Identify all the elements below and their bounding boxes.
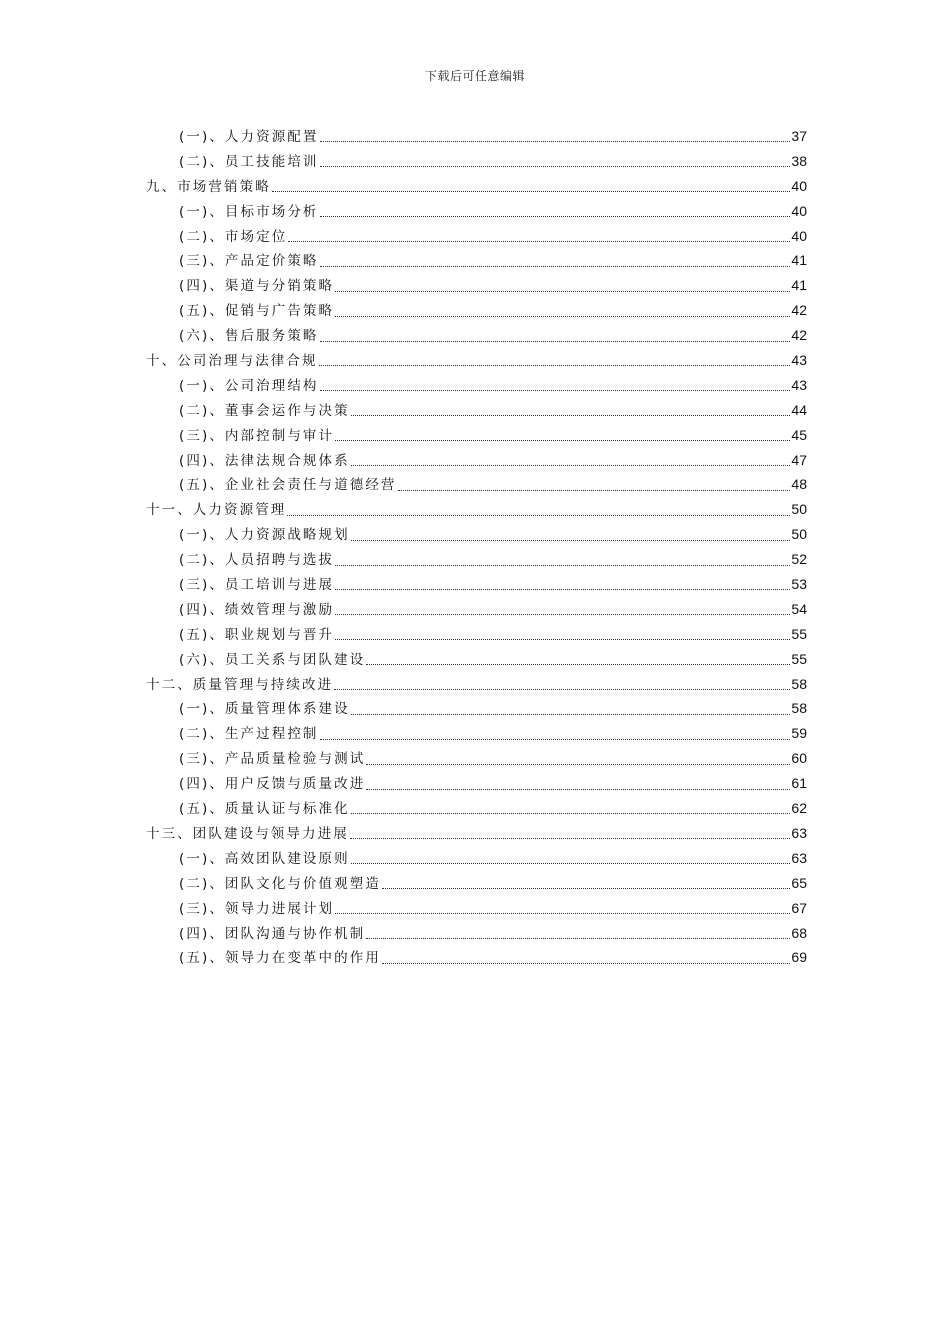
toc-entry-title: (三)、产品质量检验与测试 (179, 751, 366, 768)
toc-section-entry[interactable] (146, 547, 807, 572)
toc-dot-leader (335, 613, 790, 615)
toc-entry-title: (五)、企业社会责任与道德经营 (179, 477, 397, 494)
toc-section-entry[interactable] (146, 696, 807, 721)
toc-page-number: 40 (791, 177, 807, 194)
toc-entry-title: (五)、质量认证与标准化 (179, 801, 350, 818)
toc-entry-title: (二)、生产过程控制 (179, 726, 319, 743)
toc-section-entry[interactable] (146, 896, 807, 921)
toc-chapter-entry[interactable] (146, 174, 807, 199)
toc-dot-leader (335, 588, 790, 590)
toc-page-number: 43 (791, 352, 807, 369)
toc-section-entry[interactable] (146, 472, 807, 497)
toc-dot-leader (320, 265, 791, 267)
toc-dot-leader (288, 240, 790, 242)
toc-page-number: 53 (791, 576, 807, 593)
table-of-contents (146, 124, 807, 970)
toc-entry-title: (一)、高效团队建设原则 (179, 850, 350, 867)
toc-entry-title: (三)、产品定价策略 (179, 253, 319, 270)
toc-page-number: 44 (791, 401, 807, 418)
toc-page-number: 42 (791, 302, 807, 319)
toc-page-number: 60 (791, 750, 807, 767)
toc-section-entry[interactable] (146, 398, 807, 423)
toc-page-number: 41 (791, 277, 807, 294)
toc-section-entry[interactable] (146, 597, 807, 622)
toc-page-number: 58 (791, 675, 807, 692)
toc-dot-leader (320, 140, 791, 142)
toc-page-number: 37 (791, 128, 807, 144)
toc-entry-title: (一)、人力资源配置 (179, 129, 319, 145)
toc-entry-title: (二)、董事会运作与决策 (179, 402, 350, 419)
toc-entry-title: (五)、职业规划与晋升 (179, 626, 335, 643)
toc-entry-title: (二)、员工技能培训 (179, 153, 319, 170)
toc-page-number: 38 (791, 152, 807, 169)
toc-dot-leader (351, 464, 791, 466)
toc-entry-title: (四)、渠道与分销策略 (179, 278, 335, 295)
toc-section-entry[interactable] (146, 771, 807, 796)
toc-section-entry[interactable] (146, 423, 807, 448)
toc-dot-leader (334, 688, 790, 690)
toc-page-number: 40 (791, 202, 807, 219)
toc-dot-leader (351, 713, 791, 715)
toc-entry-title: (四)、法律法规合规体系 (179, 452, 350, 469)
toc-dot-leader (335, 638, 790, 640)
toc-section-entry[interactable] (146, 921, 807, 946)
page-header: 下载后可任意编辑 (424, 69, 525, 83)
toc-page-number: 65 (791, 874, 807, 891)
toc-page-number: 58 (791, 700, 807, 717)
toc-entry-title: (六)、员工关系与团队建设 (179, 651, 366, 668)
toc-dot-leader (320, 738, 791, 740)
toc-dot-leader (320, 165, 791, 167)
toc-dot-leader (366, 937, 790, 939)
toc-section-entry[interactable] (146, 448, 807, 473)
toc-entry-title: (五)、促销与广告策略 (179, 303, 335, 320)
toc-page-number: 47 (791, 451, 807, 468)
toc-entry-title: (六)、售后服务策略 (179, 328, 319, 345)
toc-dot-leader (382, 887, 790, 889)
toc-dot-leader (335, 439, 790, 441)
toc-section-entry[interactable] (146, 721, 807, 746)
toc-chapter-entry[interactable] (146, 672, 807, 697)
toc-page-number: 50 (791, 501, 807, 518)
toc-dot-leader (366, 763, 790, 765)
toc-dot-leader (287, 514, 790, 516)
toc-section-entry[interactable] (146, 647, 807, 672)
toc-page-number: 45 (791, 426, 807, 443)
toc-section-entry[interactable] (146, 622, 807, 647)
toc-section-entry[interactable] (146, 373, 807, 398)
toc-entry-title: 九、市场营销策略 (146, 178, 271, 195)
toc-chapter-entry[interactable] (146, 821, 807, 846)
toc-entry-title: (二)、人员招聘与选拔 (179, 552, 335, 569)
toc-dot-leader (382, 962, 790, 964)
toc-entry-title: (四)、用户反馈与质量改进 (179, 776, 366, 793)
toc-page-number: 63 (791, 849, 807, 866)
toc-entry-title: (五)、领导力在变革中的作用 (179, 950, 381, 967)
toc-entry-title: 十一、人力资源管理 (146, 502, 287, 519)
toc-page-number: 68 (791, 924, 807, 941)
toc-page-number: 52 (791, 551, 807, 568)
toc-page-number: 42 (791, 327, 807, 344)
toc-entry-title: (四)、绩效管理与激励 (179, 601, 335, 618)
toc-page-number: 67 (791, 899, 807, 916)
toc-page-number: 69 (791, 949, 807, 966)
toc-dot-leader (320, 389, 791, 391)
toc-dot-leader (272, 190, 791, 192)
toc-entry-title: 十二、质量管理与持续改进 (146, 676, 334, 693)
toc-chapter-entry[interactable] (146, 348, 807, 373)
toc-page-number: 43 (791, 376, 807, 393)
toc-dot-leader (335, 912, 790, 914)
toc-section-entry[interactable] (146, 199, 807, 224)
toc-page-number: 63 (791, 824, 807, 841)
toc-section-entry[interactable] (146, 323, 807, 348)
toc-dot-leader (335, 564, 790, 566)
toc-section-entry[interactable] (146, 572, 807, 597)
toc-entry-title: (二)、团队文化与价值观塑造 (179, 875, 381, 892)
toc-section-entry[interactable] (146, 796, 807, 821)
toc-dot-leader (320, 215, 791, 217)
toc-section-entry[interactable] (146, 746, 807, 771)
toc-entry-title: 十、公司治理与法律合规 (146, 353, 318, 370)
toc-dot-leader (351, 539, 791, 541)
toc-page-number: 54 (791, 600, 807, 617)
toc-entry-title: 十三、团队建设与领导力进展 (146, 825, 349, 842)
toc-dot-leader (351, 414, 791, 416)
toc-page-number: 48 (791, 476, 807, 493)
toc-entry-title: (二)、市场定位 (179, 228, 288, 245)
toc-entry-title: (三)、领导力进展计划 (179, 900, 335, 917)
toc-dot-leader (320, 340, 791, 342)
toc-entry-title: (一)、目标市场分析 (179, 203, 319, 220)
toc-page-number: 59 (791, 725, 807, 742)
toc-dot-leader (351, 812, 791, 814)
toc-dot-leader (335, 290, 790, 292)
toc-entry-title: (四)、团队沟通与协作机制 (179, 925, 366, 942)
toc-dot-leader (319, 364, 791, 366)
toc-dot-leader (351, 862, 791, 864)
toc-page-number: 61 (791, 775, 807, 792)
toc-page-number: 40 (791, 227, 807, 244)
toc-page-number: 41 (791, 252, 807, 269)
toc-page-number: 55 (791, 650, 807, 667)
toc-section-entry[interactable] (146, 522, 807, 547)
toc-section-entry[interactable] (146, 124, 807, 149)
toc-page-number: 50 (791, 526, 807, 543)
toc-entry-title: (一)、人力资源战略规划 (179, 527, 350, 544)
toc-dot-leader (335, 315, 790, 317)
toc-section-entry[interactable] (146, 273, 807, 298)
toc-section-entry[interactable] (146, 846, 807, 871)
toc-section-entry[interactable] (146, 149, 807, 174)
toc-section-entry[interactable] (146, 298, 807, 323)
toc-chapter-entry[interactable] (146, 497, 807, 522)
toc-section-entry[interactable] (146, 871, 807, 896)
toc-dot-leader (398, 489, 791, 491)
toc-section-entry[interactable] (146, 224, 807, 249)
toc-dot-leader (366, 663, 790, 665)
toc-dot-leader (350, 837, 791, 839)
toc-entry-title: (一)、公司治理结构 (179, 377, 319, 394)
toc-page-number: 55 (791, 625, 807, 642)
toc-entry-title: (三)、员工培训与进展 (179, 577, 335, 594)
toc-page-number: 62 (791, 800, 807, 817)
toc-section-entry[interactable] (146, 248, 807, 273)
toc-section-entry[interactable] (146, 945, 807, 970)
toc-entry-title: (三)、内部控制与审计 (179, 427, 335, 444)
toc-entry-title: (一)、质量管理体系建设 (179, 701, 350, 718)
toc-dot-leader (366, 788, 790, 790)
